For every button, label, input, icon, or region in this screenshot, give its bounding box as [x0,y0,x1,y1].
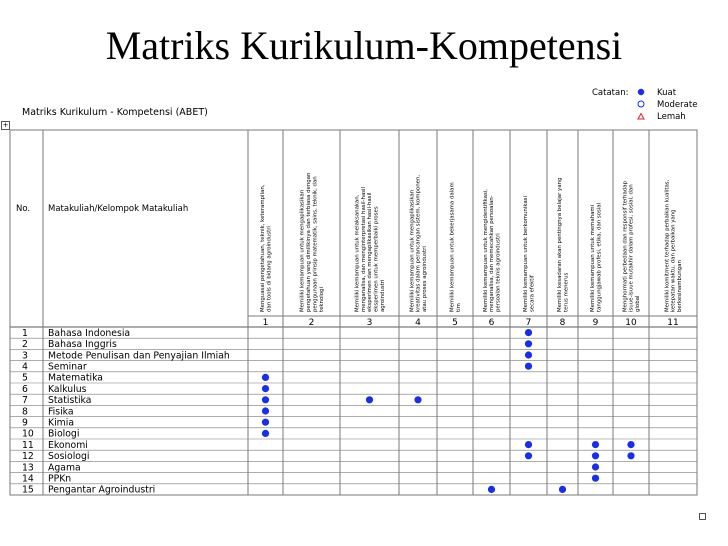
strong-dot-icon [414,396,421,403]
row-no: 12 [22,451,34,463]
strong-dot-icon [262,430,269,437]
matrix-subtitle: Matriks Kurikulum - Kompetensi (ABET) [22,107,208,118]
competency-text: atau proses agroindustri [422,246,429,312]
strong-dot-icon [525,363,532,370]
resize-corner-icon [699,513,706,520]
legend-label-lemah: Lemah [657,112,686,122]
competency-text: eksperimen dan mengaplikasikan hasil-hasil [367,192,374,312]
row-no: 14 [22,473,34,485]
competency-number: 7 [525,318,532,328]
competency-text: Memiliki komitment terhadap perbaikan kualitas, [664,179,671,312]
row-course: Pengantar Agroindustri [48,484,156,496]
competency-text: Memiliki kesadaran akan pentingnya belajar yang [557,177,563,312]
competency-text: berkesinambungan [677,260,684,312]
row-no: 4 [22,361,28,373]
competency-text: menganalisa, dan menginterpretasi hasil-hasil [360,186,367,312]
competency-text: tanggungjawab profesi, etika, dan sosial [596,202,603,312]
row-no: 9 [22,417,28,429]
strong-dot-icon [262,419,269,426]
competency-text: Menghormati perbedaan dan responsif terhadap [622,181,629,312]
strong-dot-icon [262,396,269,403]
row-no: 8 [22,406,28,418]
row-course: Kalkulus [48,383,87,395]
strong-dot-icon [525,441,532,448]
legend-title: Catatan: [592,88,629,98]
competency-number: 4 [415,318,421,328]
strong-dot-icon [592,452,599,459]
strong-dot-icon [592,463,599,470]
row-no: 15 [22,484,34,496]
strong-dot-icon [262,385,269,392]
competency-number: 9 [592,318,599,328]
competency-text: Memiliki kemampuan untuk bekerjasama dalam [449,182,456,312]
strong-dot-icon [262,407,269,414]
row-no: 13 [22,462,34,474]
competency-text: Memiliki kemampuan untuk melaksanakan, [354,194,361,312]
legend-kuat-dot-icon [638,89,644,95]
strong-dot-icon [366,396,373,403]
strong-dot-icon [525,329,532,336]
row-course: Bahasa Inggris [48,339,117,351]
row-course: Matematika [48,372,103,384]
legend-moderate-circle-icon [638,101,644,107]
competency-text: agroindustri [380,279,386,312]
strong-dot-icon [525,340,532,347]
strong-dot-icon [627,452,634,459]
row-course: Fisika [48,406,74,418]
competency-text: global [635,295,642,312]
competency-text: dan tools di bidang agroindustri [266,226,273,312]
strong-dot-icon [592,475,599,482]
row-course: Biologi [48,428,80,440]
competency-number: 2 [308,318,315,328]
row-no: 2 [22,339,28,351]
competency-number: 5 [452,318,458,328]
strong-dot-icon [262,374,269,381]
competency-text: eksperimen untuk memperbaiki proses [373,206,380,312]
header-course: Matakuliah/Kelompok Matakuliah [48,204,189,214]
competency-number: 10 [625,318,637,328]
competency-text: Menguasai pengetahuan, teknik, keterampilan, [260,184,266,312]
expand-icon[interactable]: + [2,121,9,129]
strong-dot-icon [525,452,532,459]
legend-label-moderate: Moderate [657,100,698,110]
competency-number: 3 [366,318,373,328]
row-no: 5 [22,372,28,384]
competency-text: kreativitas dalam perancangan sistem, komponen, [415,174,422,312]
competency-text: Memiliki kemampuan untuk memahami [590,204,596,312]
row-no: 7 [22,395,28,407]
row-no: 10 [22,428,34,440]
competency-text: isuue-isuue mutakhir dalam profesi, sosial, dan [628,184,635,312]
row-no: 11 [22,439,34,451]
strong-dot-icon [559,486,566,493]
competency-text: menganalisa, dan memecahkan persoalan- [489,195,496,312]
row-course: Bahasa Indonesia [48,327,131,339]
legend-lemah-triangle-icon [638,114,644,120]
page-title: Matriks Kurikulum-Kompetensi [105,23,623,68]
competency-number: 6 [488,318,495,328]
competency-text: teknologi [318,287,325,312]
strong-dot-icon [525,351,532,358]
legend-label-kuat: Kuat [657,88,677,98]
row-no: 6 [22,383,28,395]
competency-number: 1 [262,318,269,328]
competency-number: 11 [667,318,679,328]
row-course: Kimia [48,417,75,429]
competency-text: Memiliki kemampuan untuk berkomunikasi [523,196,529,312]
competency-text: penggunaan prinsip matematik, sains, teknik, dan [312,176,319,312]
row-course: Ekonomi [48,439,88,451]
competency-text: persoalan teknis agroindustri [495,233,502,312]
competency-text: Memiliki kemampuan untuk mengaplikasikan [299,189,306,312]
row-course: Sosiologi [48,451,90,463]
competency-text: Memiliki kemampuan untuk mengidentifikasi, [482,189,489,312]
strong-dot-icon [592,441,599,448]
row-course: PPKn [48,473,72,485]
row-course: Seminar [48,361,87,373]
competency-text: pengetahuan yang dimilikinya dan terbiasa dengan [306,172,312,312]
row-no: 3 [22,350,28,362]
row-course: Metode Penulisan dan Penyajian Ilmiah [48,350,230,362]
row-course: Agama [48,462,81,474]
competency-number: 8 [559,318,566,328]
strong-dot-icon [627,441,634,448]
competency-text: tim [455,303,462,312]
strong-dot-icon [488,486,495,493]
row-course: Statistika [48,395,92,407]
competency-text: secara efektif [529,275,536,312]
header-no: No. [16,204,31,214]
competency-text: Memiliki kemampuan untuk mengaplikasikan [409,189,416,312]
competency-text: terus menerus [563,272,570,312]
competency-text: ketepatan waktu, dan perbaikan yang [670,209,677,312]
row-no: 1 [22,327,28,339]
